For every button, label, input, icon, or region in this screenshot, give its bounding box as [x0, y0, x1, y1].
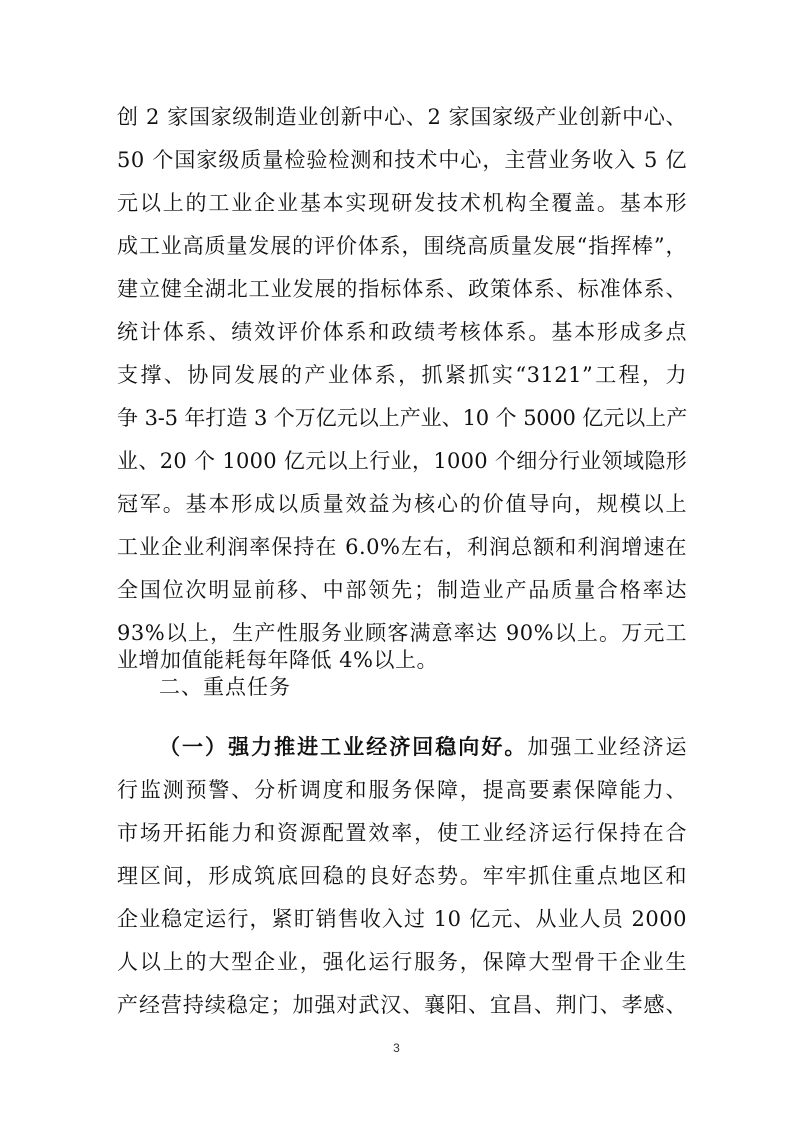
- text-line: 成工业高质量发展的评价体系，围绕高质量发展“指挥棒”，: [117, 234, 687, 258]
- text-line: 产经营持续稳定；加强对武汉、襄阳、宜昌、荆门、孝感、: [117, 993, 687, 1017]
- text-line: 人以上的大型企业，强化运行服务，保障大型骨干企业生: [117, 950, 687, 974]
- text-line: 支撑、协同发展的产业体系，抓紧抓实“3121”工程，力: [117, 363, 687, 387]
- text-line: 统计体系、绩效评价体系和政绩考核体系。基本形成多点: [117, 320, 687, 344]
- text-line: 50 个国家级质量检验检测和技术中心，主营业务收入 5 亿: [117, 148, 687, 172]
- text-line: 行监测预警、分析调度和服务保障，提高要素保障能力、: [117, 778, 687, 802]
- text-line: 全国位次明显前移、中部领先；制造业产品质量合格率达: [117, 578, 687, 602]
- task-title: （一）强力推进工业经济回稳向好。: [159, 735, 528, 759]
- task-first-line: [159, 733, 687, 761]
- text-line: 企业稳定运行，紧盯销售收入过 10 亿元、从业人员 2000: [117, 907, 687, 931]
- text-line: 创 2 家国家级制造业创新中心、2 家国家级产业创新中心、: [117, 105, 687, 129]
- text-line: 争 3-5 年打造 3 个万亿元以上产业、10 个 5000 亿元以上产: [117, 406, 687, 430]
- text-line: 理区间，形成筑底回稳的良好态势。牢牢抓住重点地区和: [117, 864, 687, 888]
- text-line: 业、20 个 1000 亿元以上行业，1000 个细分行业领域隐形: [117, 449, 687, 473]
- task-first-line-text: 加强工业经济运: [527, 735, 688, 759]
- page-number: 3: [393, 1041, 400, 1055]
- text-line: 冠军。基本形成以质量效益为核心的价值导向，规模以上: [117, 492, 687, 516]
- text-line: 元以上的工业企业基本实现研发技术机构全覆盖。基本形: [117, 191, 687, 215]
- section-heading: 二、重点任务: [159, 675, 291, 699]
- text-line: 业增加值能耗每年降低 4%以上。: [117, 648, 438, 672]
- text-line: 建立健全湖北工业发展的指标体系、政策体系、标准体系、: [117, 277, 687, 301]
- text-line: 工业企业利润率保持在 6.0%左右，利润总额和利润增速在: [117, 535, 687, 559]
- text-line: 市场开拓能力和资源配置效率，使工业经济运行保持在合: [117, 821, 687, 845]
- text-line: 93%以上，生产性服务业顾客满意率达 90%以上。万元工: [117, 621, 687, 645]
